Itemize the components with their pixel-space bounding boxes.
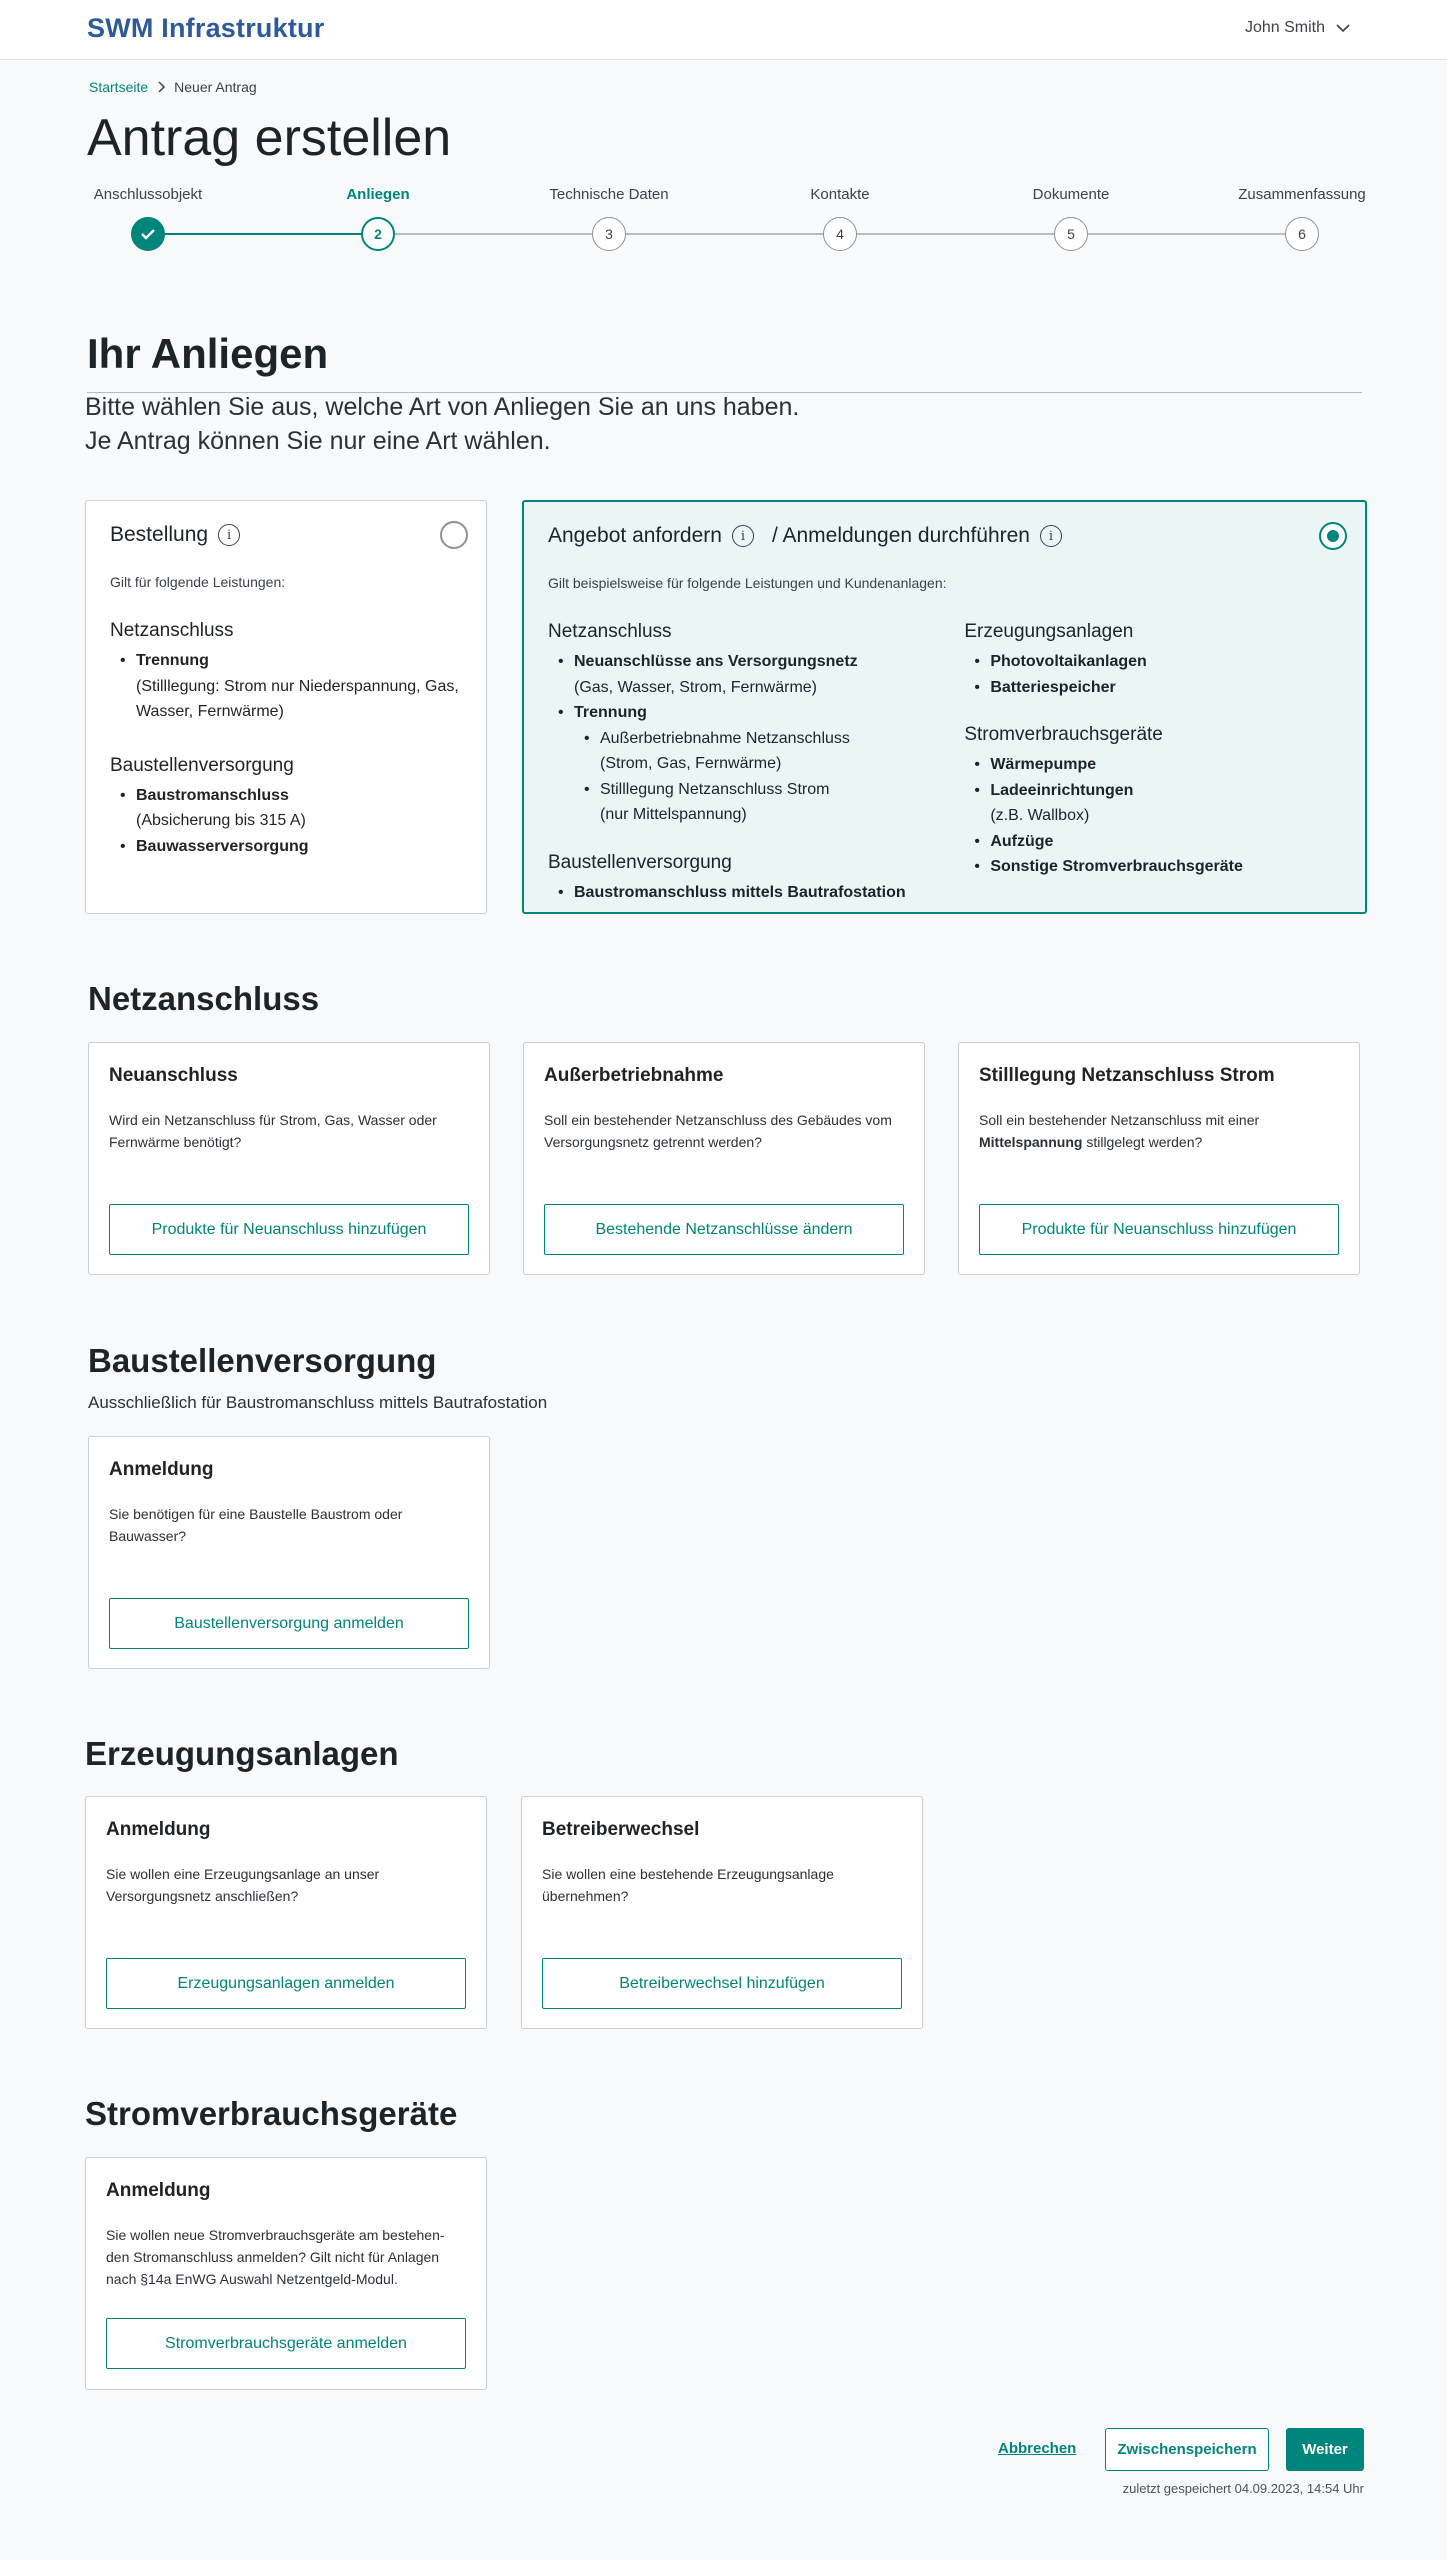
list-item: • Baustromanschluss mittels Bautrafostation (574, 880, 964, 906)
step-number: 4 (823, 217, 857, 251)
service-list (110, 783, 462, 860)
step-label: Kontakte (810, 186, 870, 203)
user-menu[interactable] (1245, 19, 1351, 37)
top-header (0, 0, 1447, 60)
change-netzanschluesse-button[interactable]: Bestehende Netzanschlüsse ändern (544, 1204, 904, 1255)
card-title: Neuanschluss (109, 1065, 238, 1086)
card-title: Außerbetriebnahme (544, 1065, 724, 1086)
step-label: Zusammenfassung (1238, 186, 1366, 203)
breadcrumb (89, 79, 257, 95)
card-description: Wird ein Netzanschluss für Strom, Gas, Wasser oder Fernwärme benötigt? (109, 1112, 437, 1150)
choice-title (548, 524, 1341, 548)
step-number: 5 (1054, 217, 1088, 251)
service-list (548, 880, 964, 906)
card-stilllegung (958, 1042, 1360, 1275)
choice-card-bestellung[interactable] (85, 500, 487, 914)
service-list (964, 752, 1341, 880)
card-erzeugungsanlagen-anmeldung (85, 1796, 487, 2029)
step-anschlussobjekt[interactable] (68, 186, 228, 251)
choice-title-text: Bestellung (110, 523, 209, 546)
group-heading: Baustellenversorgung (110, 754, 294, 776)
info-icon[interactable]: i (218, 524, 240, 546)
info-icon[interactable]: i (732, 525, 754, 547)
list-item: • Bauwasserversorgung (136, 834, 462, 860)
list-item: • Aufzüge (990, 829, 1341, 855)
add-neuanschluss-stilllegung-button[interactable]: Produkte für Neuanschluss hinzufügen (979, 1204, 1339, 1255)
card-description: Sie wollen eine bestehende Erzeugungsanlage übernehmen? (542, 1866, 834, 1904)
card-neuanschluss (88, 1042, 490, 1275)
chevron-down-icon (1335, 20, 1351, 36)
choice-title-text: Angebot anfordern (548, 524, 722, 547)
next-button[interactable]: Weiter (1286, 2428, 1364, 2471)
intro-line: Je Antrag können Sie nur eine Art wählen. (85, 427, 551, 455)
choice-title-text: / Anmeldungen durchführen (771, 524, 1030, 547)
step-kontakte[interactable] (760, 186, 920, 251)
choice-title (110, 523, 462, 547)
erzeugungsanlagen-anmelden-button[interactable]: Erzeugungsanlagen anmelden (106, 1958, 466, 2009)
breadcrumb-home-link[interactable]: Startseite (89, 79, 149, 95)
progress-stepper (88, 186, 1368, 256)
service-list (110, 648, 462, 725)
intro-line: Bitte wählen Sie aus, welche Art von Anliegen Sie an uns haben. (85, 393, 800, 421)
betreiberwechsel-hinzufuegen-button[interactable]: Betreiberwechsel hinzufügen (542, 1958, 902, 2009)
stromverbrauchsgeraete-anmelden-button[interactable]: Stromverbrauchsgeräte anmelden (106, 2318, 466, 2369)
group-heading: Stromverbrauchsgeräte (964, 724, 1163, 745)
anliegen-intro (85, 390, 1185, 458)
card-description: Soll ein bestehender Netzanschluss des Gebäudes vom Versorgungsnetz getrennt werden? (544, 1112, 892, 1150)
section-heading-stromverbrauchsgeraete: Stromverbrauchsgeräte (85, 2095, 458, 2132)
choice-subtitle: Gilt beispielsweise für folgende Leistungen und Kundenanlagen: (548, 575, 947, 591)
card-title: Anmeldung (106, 1819, 211, 1840)
group-heading: Netzanschluss (110, 620, 234, 641)
sub-list (574, 726, 964, 828)
step-dokumente[interactable] (991, 186, 1151, 251)
card-baustellenversorgung-anmeldung (88, 1436, 490, 1669)
card-description: Sie benötigen für eine Baustelle Baustrom oder Bauwasser? (109, 1506, 403, 1544)
choice-subtitle: Gilt für folgende Leistungen: (110, 574, 286, 590)
list-item: • Batteriespeicher (990, 675, 1341, 701)
chevron-right-icon (156, 81, 166, 93)
section-heading-baustellenversorgung: Baustellenversorgung (88, 1342, 437, 1379)
step-zusammenfassung[interactable] (1222, 186, 1382, 251)
list-item: • Außerbetriebnahme Netzanschluss (Strom, Gas, Fernwärme) (600, 726, 964, 777)
radio-angebot[interactable] (1319, 522, 1347, 550)
card-description: Sie wollen eine Erzeugungsanlage an unser Versorgungsnetz anschließen? (106, 1866, 380, 1904)
card-description: Sie wollen neue Stromverbrauchsgeräte am bestehen- den Stromanschluss anmelden? Gilt nicht für Anlagen nach §14a EnWG Auswahl Netzentgeld-Modul. (106, 2227, 445, 2287)
choice-column-right (964, 591, 1341, 905)
card-ausserbetriebnahme (523, 1042, 925, 1275)
step-number: 2 (361, 217, 395, 251)
card-betreiberwechsel (521, 1796, 923, 2029)
list-item: • Wärmepumpe (990, 752, 1341, 778)
section-heading-erzeugungsanlagen: Erzeugungsanlagen (85, 1735, 399, 1772)
step-label: Anliegen (346, 186, 410, 203)
section-heading-anliegen: Ihr Anliegen (87, 330, 329, 377)
radio-bestellung[interactable] (440, 521, 468, 549)
save-draft-button[interactable]: Zwischenspeichern (1105, 2428, 1269, 2471)
check-icon (131, 217, 165, 251)
service-list (964, 649, 1341, 700)
baustellenversorgung-anmelden-button[interactable]: Baustellenversorgung anmelden (109, 1598, 469, 1649)
step-anliegen[interactable] (298, 186, 458, 251)
brand-logo[interactable]: SWM Infrastruktur (87, 13, 325, 43)
section-subheading: Ausschließlich für Baustromanschluss mittels Bautrafostation (88, 1393, 548, 1412)
section-heading-netzanschluss: Netzanschluss (88, 980, 320, 1017)
list-item: • Neuanschlüsse ans Versorgungsnetz (Gas, Wasser, Strom, Fernwärme) (574, 649, 964, 700)
list-item: • Ladeeinrichtungen (z.B. Wallbox) (990, 778, 1341, 829)
add-neuanschluss-button[interactable]: Produkte für Neuanschluss hinzufügen (109, 1204, 469, 1255)
step-number: 3 (592, 217, 626, 251)
group-heading: Netzanschluss (548, 621, 672, 642)
step-technische-daten[interactable] (529, 186, 689, 251)
list-item: • Sonstige Stromverbrauchsgeräte (990, 854, 1341, 880)
card-title: Stilllegung Netzanschluss Strom (979, 1065, 1275, 1086)
list-item: • Trennung (Stilllegung: Strom nur Niederspannung, Gas, Wasser, Fernwärme) (136, 648, 462, 725)
service-list (548, 649, 964, 828)
breadcrumb-current: Neuer Antrag (174, 79, 257, 95)
step-number: 6 (1285, 217, 1319, 251)
card-stromverbrauchsgeraete-anmeldung (85, 2157, 487, 2390)
group-heading: Baustellenversorgung (548, 851, 732, 873)
step-label: Dokumente (1032, 186, 1110, 203)
last-saved-status: zuletzt gespeichert 04.09.2023, 14:54 Uhr (1122, 2481, 1364, 2496)
card-title: Betreiberwechsel (542, 1819, 700, 1840)
choice-card-angebot[interactable] (522, 500, 1367, 914)
list-item: • Baustromanschluss (Absicherung bis 315 A) (136, 783, 462, 834)
card-title: Anmeldung (106, 2180, 211, 2201)
list-item: • Trennung • Außerbetriebnahme Netzanschluss (Strom, Gas, Fernwärme) • Stilllegung Netzanschluss Strom (nur Mittelspannung) (574, 700, 964, 828)
card-title: Anmeldung (109, 1459, 214, 1480)
group-heading: Erzeugungsanlagen (964, 621, 1134, 642)
page-title: Antrag erstellen (87, 109, 452, 167)
step-label: Technische Daten (549, 186, 669, 203)
list-item: • Photovoltaikanlagen (990, 649, 1341, 675)
step-label: Anschlussobjekt (93, 186, 203, 203)
choice-column-left (548, 591, 964, 905)
user-name: John Smith (1244, 19, 1325, 36)
card-description: Soll ein bestehender Netzanschluss mit einer Mittelspannung stillgelegt werden? (979, 1112, 1260, 1150)
cancel-link[interactable]: Abbrechen (998, 2440, 1077, 2457)
list-item: • Stilllegung Netzanschluss Strom (nur Mittelspannung) (600, 777, 964, 828)
info-icon[interactable]: i (1040, 525, 1062, 547)
